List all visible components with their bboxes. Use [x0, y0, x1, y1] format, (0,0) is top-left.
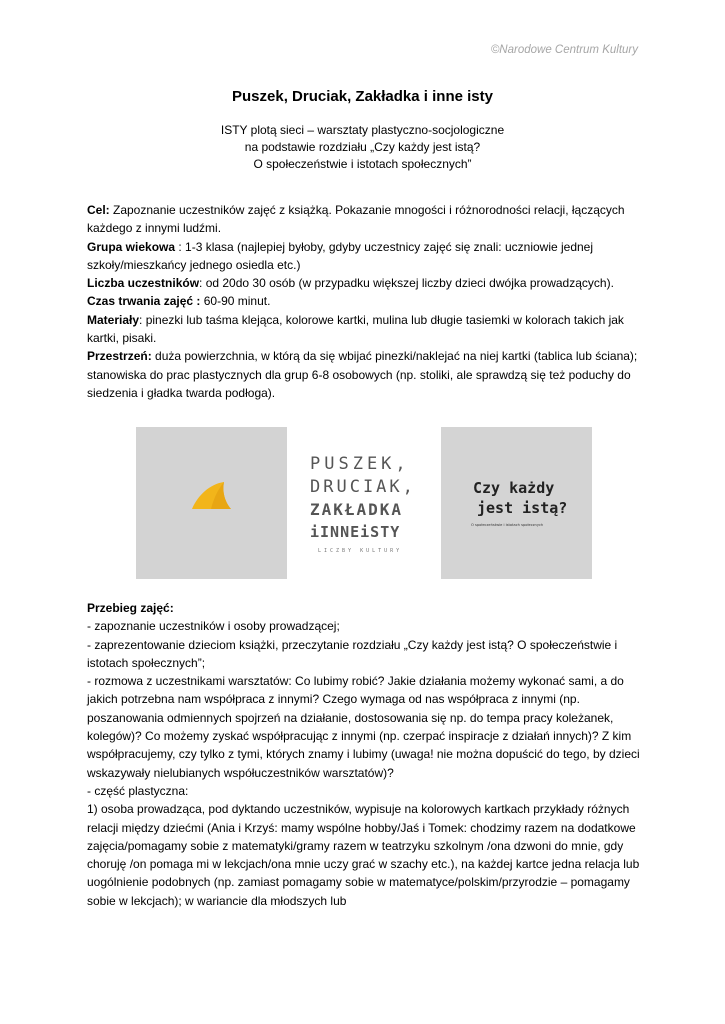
- cover-illustration-fin: [136, 427, 287, 579]
- procedure-item: - część plastyczna:: [87, 783, 189, 798]
- goal-label: Cel:: [87, 203, 110, 217]
- cover-title-puszek: [288, 427, 439, 579]
- participants-paragraph: [87, 274, 643, 292]
- age-group-paragraph: [87, 238, 643, 275]
- cover3-title-line: jest istą?: [477, 499, 568, 517]
- duration-paragraph: [87, 292, 643, 310]
- cover2-line: iINNEiSTY: [310, 523, 401, 541]
- age-group-text: : 1-3 klasa (najlepiej byłoby, gdyby uczestnicy zajęć się znali: uczniowie jednej szkoły/mieszkańcy jednego osiedla etc.): [87, 239, 594, 272]
- space-label: Przestrzeń:: [87, 349, 152, 364]
- materials-paragraph: [87, 311, 643, 348]
- duration-label: Czas trwania zajęć :: [87, 294, 201, 309]
- cover-title-czy-kazdy: [441, 427, 592, 579]
- goal-text: Zapoznanie uczestników zajęć z książką. Pokazanie mnogości i różnorodności relacji, łączących każdego z innymi ludźmi.: [87, 203, 625, 236]
- cover3-title-line: Czy każdy: [473, 479, 555, 497]
- duration-text: 60-90 minut.: [200, 294, 271, 309]
- procedure-item: - rozmowa z uczestnikami warsztatów: Co lubimy robić? Jakie działania możemy wykonać sami, a do jakich potrzebna nam współpraca z innymi? Czego wymaga od nas współpraca z innymi (np. poszanowania odmiennych spojrzeń na działanie, dostosowania się np. do tempa pracy koleżanek, kolegów)? Co możemy zyskać współpracując z innymi (np. czerpać inspiracje z działań innych)? Z kim współpracujemy, czy tylko z tymi, których znamy i lubimy (uwaga! nie można dopuścić do tego, by dzieci wskazywały nielubianych współuczestników warsztatów)?: [87, 674, 640, 780]
- document-title: Puszek, Druciak, Zakładka i inne isty: [232, 88, 493, 105]
- subtitle: [0, 122, 725, 173]
- subtitle-line: ISTY plotą sieci – warsztaty plastyczno-socjologiczne: [220, 123, 505, 137]
- cover3-art: [441, 427, 592, 579]
- fin-shape-icon: [136, 427, 287, 579]
- procedure-section: [87, 599, 643, 910]
- space-text: duża powierzchnia, w którą da się wbijać pinezki/naklejać na niej kartki (tablica lub ściana); stanowiska do prac plastycznych dla grup 6-8 osobowych (np. stoliki, ale sprawdzą się też poduchy do siedzenia i gładka twarda podłoga).: [87, 349, 638, 400]
- cover2-line: PUSZEK,: [310, 454, 410, 474]
- copyright-note: ©Narodowe Centrum Kultury: [490, 44, 638, 56]
- subtitle-line: O społeczeństwie i istotach społecznych”: [253, 157, 472, 171]
- cover2-line: DRUCIAK,: [310, 477, 416, 497]
- participants-text: : od 20do 30 osób (w przypadku większej liczby dzieci dwójka prowadzących).: [199, 276, 614, 291]
- participants-label: Liczba uczestników: [87, 276, 200, 291]
- book-covers: [136, 427, 591, 579]
- procedure-item: - zaprezentowanie dzieciom książki, przeczytanie rozdziału „Czy każdy jest istą? O społeczeństwie i istotach społecznych”;: [87, 637, 618, 670]
- goal-paragraph: [87, 201, 643, 238]
- procedure-heading: Przebieg zajęć:: [87, 601, 174, 615]
- cover3-subtitle: O społeczeństwie i istotach społecznych: [471, 523, 544, 527]
- cover2-series: LICZBY KULTURY: [318, 548, 403, 554]
- materials-text: : pinezki lub taśma klejąca, kolorowe kartki, mulina lub długie tasiemki w kolorach takich jak kartki, pisaki.: [87, 312, 624, 346]
- procedure-item: - zapoznanie uczestników i osoby prowadzącej;: [87, 619, 340, 634]
- info-section: [87, 201, 643, 402]
- procedure-item: 1) osoba prowadząca, pod dyktando uczestników, wypisuje na kolorowych kartkach przykłady różnych relacji między dziećmi (Ania i Krzyś: mamy wspólne hobby/Jaś i Tomek: chodzimy razem na dodatkowe zajęcia/pomagamy sobie z matematyki/gramy razem w teatrzyku szkolnym /ona dzwoni do mnie, gdy choruję /on pomaga mi w lekcjach/ona mnie uczy grać w szachy etc.), na każdej kartce jedna relacja lub uogólnienie podobnych (np. zamiast pomagamy sobie w matematyce/polskim/przyrodzie – pomagamy sobie w lekcjach); w wariancie dla młodszych lub: [87, 802, 640, 908]
- materials-label: Materiały: [87, 312, 140, 327]
- cover-title-art: [288, 427, 439, 579]
- space-paragraph: [87, 347, 643, 402]
- age-group-label: Grupa wiekowa: [87, 239, 176, 254]
- cover2-line: ZAKŁADKA: [310, 500, 404, 519]
- subtitle-line: na podstawie rozdziału „Czy każdy jest istą?: [244, 140, 481, 154]
